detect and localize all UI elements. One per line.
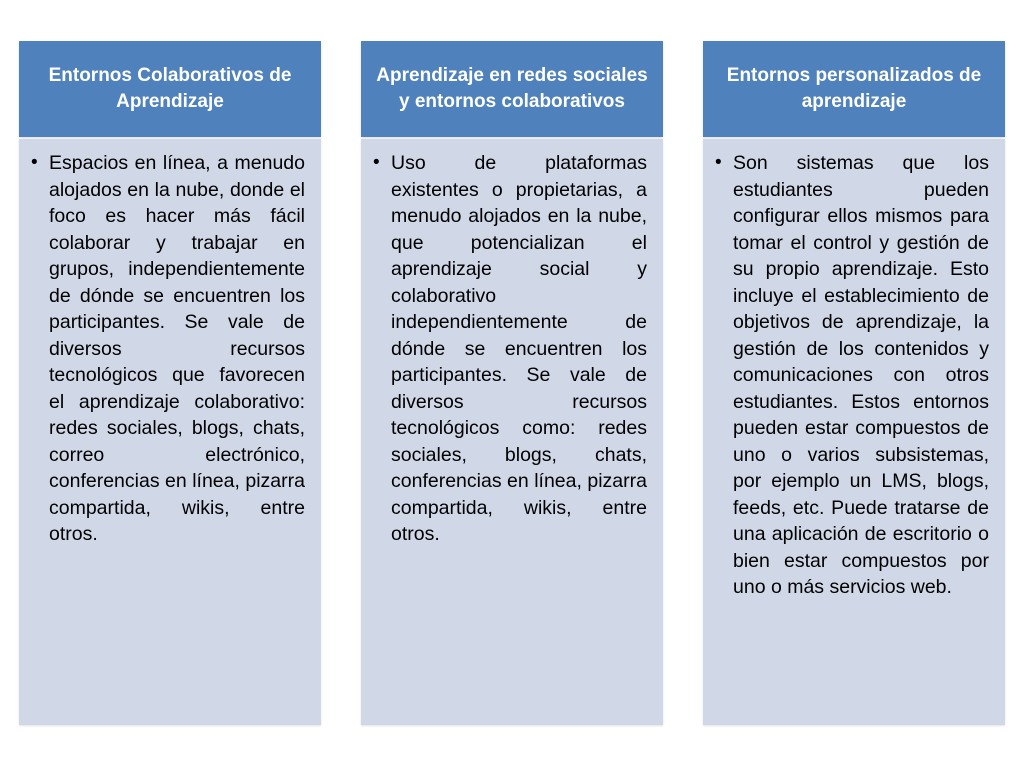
column-redes-sociales: [361, 41, 663, 725]
bullet-item: [715, 150, 989, 601]
column-title: Aprendizaje en redes sociales y entornos colaborativos: [376, 65, 648, 112]
bullet-icon: •: [715, 152, 722, 173]
column-body: [361, 139, 663, 725]
column-title: Entornos personalizados de aprendizaje: [726, 65, 982, 112]
bullet-text: Son sistemas que los estudiantes pueden configurar ellos mismos para tomar el control y gestión de su propio aprendizaje. Esto incluye el establecimiento de objetivos de aprendizaje, la gestión de los contenidos y comunicaciones con otros estudiantes. Estos entornos pueden estar compuestos de uno o varios subsistemas, por ejemplo un LMS, blogs, feeds, etc. Puede tratarse de una aplicación de escritorio o bien estar compuestos por uno o más servicios web.: [733, 152, 989, 598]
column-title: Entornos Colaborativos de Aprendizaje: [48, 65, 292, 112]
column-body: [19, 139, 321, 725]
bullet-text: Espacios en línea, a menudo alojados en la nube, donde el foco es hacer más fácil colaborar y trabajar en grupos, independientemente de dónde se encuentren los participantes. Se vale de diversos recursos tecnológicos que favorecen el aprendizaje colaborativo: redes sociales, blogs, chats, correo electrónico, conferencias en línea, pizarra compartida, wikis, entre otros.: [49, 152, 305, 545]
bullet-text: Uso de plataformas existentes o propietarias, a menudo alojados en la nube, que potencializan el aprendizaje social y colaborativo independientemente de dónde se encuentren los participantes. Se vale de diversos recursos tecnológicos como: redes sociales, blogs, chats, conferencias en línea, pizarra compartida, wikis, entre otros.: [391, 152, 647, 545]
column-header: [19, 41, 321, 137]
bullet-item: [31, 150, 305, 548]
bullet-item: [373, 150, 647, 548]
bullet-icon: •: [31, 152, 38, 173]
column-entornos-colaborativos: [19, 41, 321, 725]
column-body: [703, 139, 1005, 725]
column-header: [703, 41, 1005, 137]
bullet-icon: •: [373, 152, 380, 173]
column-entornos-personalizados: [703, 41, 1005, 725]
column-header: [361, 41, 663, 137]
